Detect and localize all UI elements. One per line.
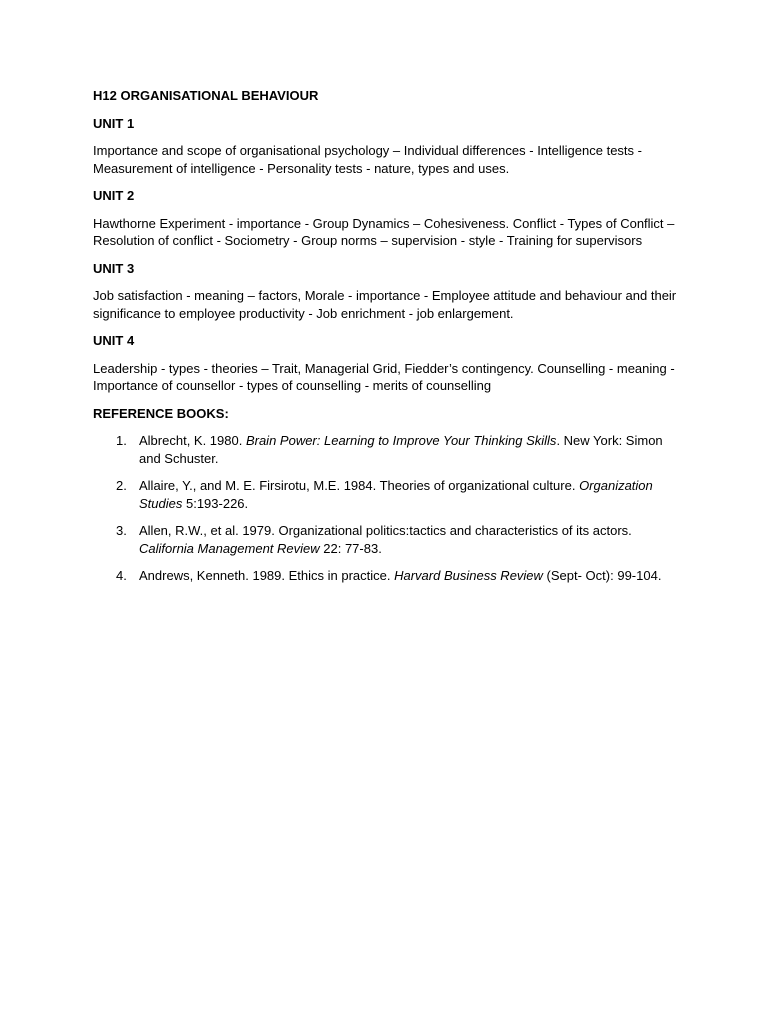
reference-title: Harvard Business Review (394, 568, 543, 583)
unit-1-heading: UNIT 1 (93, 115, 135, 131)
reference-list (93, 432, 678, 585)
reference-number: 3. (116, 523, 127, 538)
unit-3-text: Job satisfaction - meaning – factors, Morale - importance - Employee attitude and behaviour and their significance to employee productivity - Job enrichment - job enlargement. (93, 288, 677, 321)
reference-text-after: . New York: Simon and Schuster. (139, 433, 663, 466)
unit-2-heading: UNIT 2 (93, 188, 135, 203)
unit-4-heading: UNIT 4 (93, 333, 135, 348)
reference-text-before: Allen, R.W., et al. 1979. Organizational politics:tactics and characteristics of its actors. (139, 523, 632, 538)
reference-title: Brain Power: Learning to Improve Your Thinking Skills (245, 433, 557, 448)
reference-title: California Management Review (139, 540, 320, 556)
unit-1-text: Importance and scope of organisational psychology – Individual differences - Intelligence tests - Measurement of intelligence - Personality tests - nature, types and uses. (93, 143, 642, 176)
reference-text-after: 5:193-226. (182, 495, 249, 511)
reference-title: Organization Studies (139, 478, 653, 511)
unit-4-text: Leadership - types - theories – Trait, Managerial Grid, Fiedder’s contingency. Counselling - meaning - Importance of counsellor - types of counselling - merits of counselling (93, 360, 675, 393)
reference-text-before: Albrecht, K. 1980. (139, 433, 246, 448)
reference-item (93, 522, 678, 557)
reference-text-before: Andrews, Kenneth. 1989. Ethics in practice. (139, 568, 395, 583)
reference-number: 4. (116, 568, 127, 583)
reference-number: 1. (116, 433, 127, 448)
document-page (93, 87, 678, 595)
reference-text-after: (Sept- Oct): 99-104. (542, 568, 662, 583)
reference-item (93, 432, 678, 467)
reference-text-before: Allaire, Y., and M. E. Firsirotu, M.E. 1984. Theories of organizational culture. (139, 478, 580, 493)
references-heading: REFERENCE BOOKS: (93, 405, 229, 421)
unit-3-heading: UNIT 3 (93, 260, 135, 276)
reference-text-after: 22: 77-83. (319, 540, 382, 556)
reference-number: 2. (116, 478, 127, 493)
unit-2-text: Hawthorne Experiment - importance - Group Dynamics – Cohesiveness. Conflict - Types of Conflict – Resolution of conflict - Sociometry - Group norms – supervision - style - Training for supervisors (93, 215, 675, 248)
document-title: H12 ORGANISATIONAL BEHAVIOUR (93, 88, 319, 103)
reference-item (93, 477, 678, 512)
reference-item (93, 567, 678, 585)
